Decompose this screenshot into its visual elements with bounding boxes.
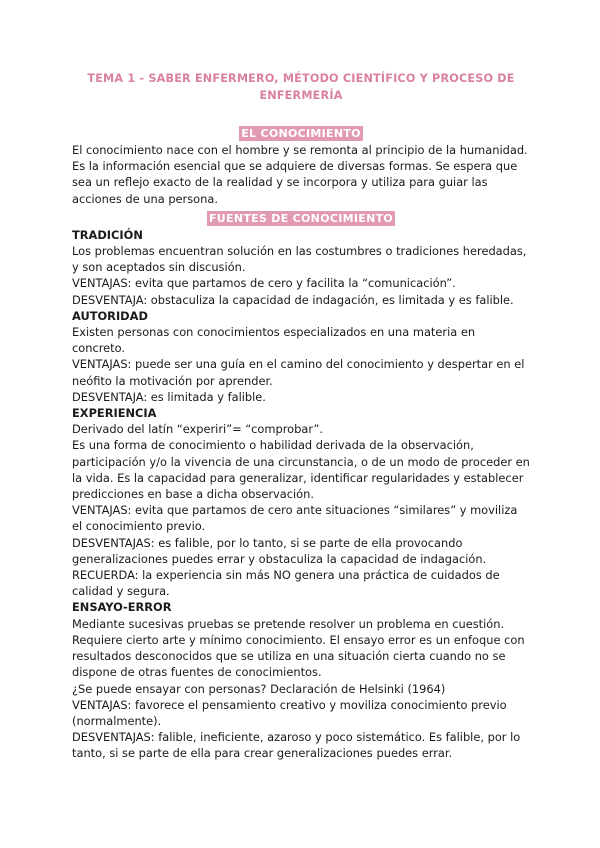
paragraph-autoridad-desventaja: DESVENTAJA: es limitada y falible. — [72, 389, 266, 404]
paragraph-experiencia-desventajas: DESVENTAJAS: es falible, por lo tanto, si se parte de ella provocando generalizaciones puedes errar y obstaculiza la capacidad de indagación. — [72, 535, 487, 566]
subheading-ensayo-error: ENSAYO-ERROR — [72, 600, 172, 615]
paragraph-ensayo-1: Mediante sucesivas pruebas se pretende resolver un problema en cuestión. Requiere cierto arte y mínimo conocimiento. El ensayo error es un enfoque con resultados desconocidos que se utiliza en una situación cierta cuando no se dispone de otras fuentes de conocimientos. — [72, 616, 525, 680]
section-heading-conocimiento: EL CONOCIMIENTO — [241, 127, 361, 140]
paragraph-ensayo-desventajas: DESVENTAJAS: falible, ineficiente, azaroso y poco sistemático. Es falible, por lo tanto, si se parte de ella para crear generalizaciones puedes errar. — [72, 730, 521, 761]
paragraph-conocimiento: El conocimiento nace con el hombre y se remonta al principio de la humanidad. Es la información esencial que se adquiere de diversas formas. Se espera que sea un reflejo exacto de la realidad y se incorpora y utiliza para guiar las acciones de una persona. — [72, 143, 528, 206]
paragraph-ensayo-ventajas: VENTAJAS: favorece el pensamiento creativo y moviliza conocimiento previo (normalmente). — [72, 697, 507, 728]
paragraph-tradicion-ventajas: VENTAJAS: evita que partamos de cero y facilita la “comunicación”. — [72, 276, 456, 291]
document-title: TEMA 1 - SABER ENFERMERO, MÉTODO CIENTÍFICO Y PROCESO DE ENFERMERÍA — [87, 72, 515, 102]
paragraph-experiencia-ventajas: VENTAJAS: evita que partamos de cero ante situaciones “similares” y moviliza el conocimiento previo. — [72, 503, 518, 534]
paragraph-autoridad-ventajas: VENTAJAS: puede ser una guía en el camino del conocimiento y despertar en el neófito la motivación por aprender. — [72, 357, 525, 388]
document-page — [72, 70, 530, 762]
subheading-experiencia: EXPERIENCIA — [72, 406, 157, 421]
section-heading-fuentes: FUENTES DE CONOCIMIENTO — [208, 211, 394, 225]
paragraph-tradicion-1: Los problemas encuentran solución en las costumbres o tradiciones heredadas, y son aceptados sin discusión. — [72, 244, 527, 275]
paragraph-autoridad-1: Existen personas con conocimientos especializados en una materia en concreto. — [72, 325, 476, 356]
paragraph-experiencia-recuerda: RECUERDA: la experiencia sin más NO genera una práctica de cuidados de calidad y segura. — [72, 568, 500, 599]
section-heading-fuentes-wrap — [72, 209, 530, 227]
subheading-tradicion: TRADICIÓN — [72, 227, 143, 242]
paragraph-tradicion-desventaja: DESVENTAJA: obstaculiza la capacidad de indagación, es limitada y es falible. — [72, 292, 514, 307]
section-heading-conocimiento-wrap — [72, 124, 530, 142]
paragraph-experiencia-1: Derivado del latín “experiri”= “comprobar”. — [72, 422, 324, 437]
subheading-autoridad: AUTORIDAD — [72, 308, 148, 323]
paragraph-experiencia-2: Es una forma de conocimiento o habilidad derivada de la observación, participación y/o la vivencia de una circunstancia, o de un modo de proceder en la vida. Es la capacidad para generalizar, identificar regularidades y establecer predicciones en base a dicha observación. — [72, 438, 530, 502]
paragraph-ensayo-helsinki: ¿Se puede ensayar con personas? Declaración de Helsinki (1964) — [72, 681, 446, 696]
